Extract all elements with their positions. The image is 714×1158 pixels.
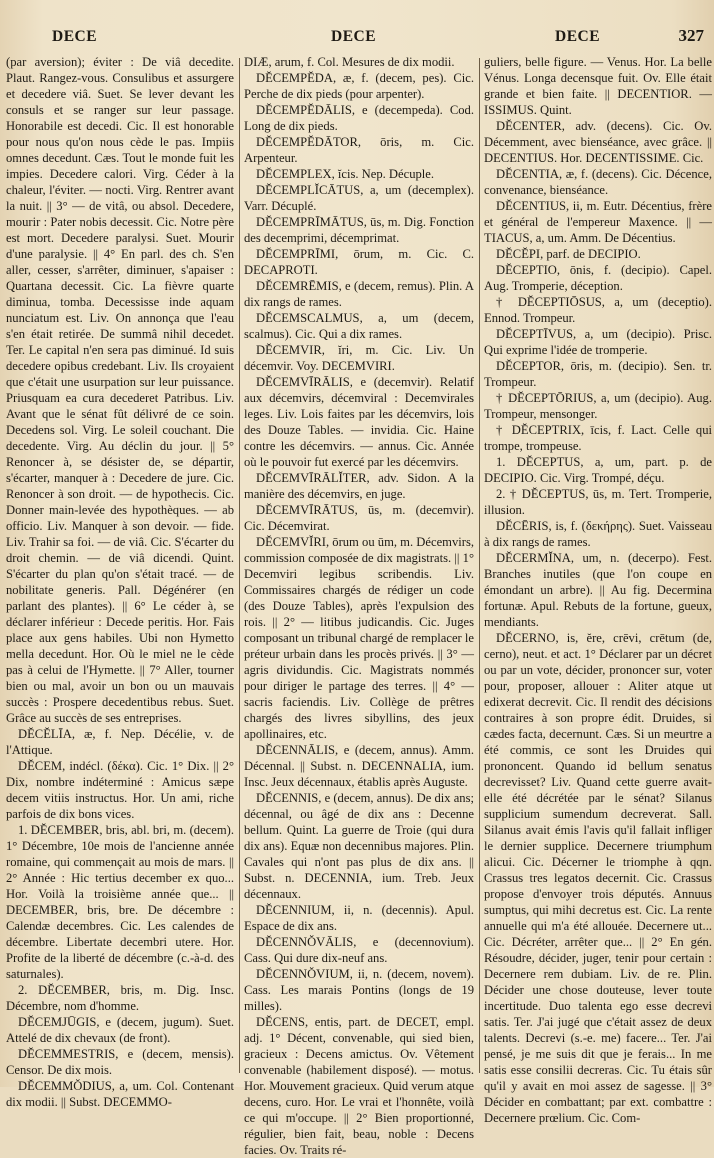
dictionary-entry: DĔCEMPĔDĀLIS, e (decempeda). Cod. Long de dix pieds. [244,103,474,133]
page-header [0,0,714,44]
dictionary-entry: DĔCENTIA, æ, f. (decens). Cic. Décence, convenance, bienséance. [484,167,712,197]
dictionary-entry: DĔCENS, entis, part. de DECET, empl. adj. 1° Décent, convenable, qui sied bien, gracieux : Decens amictus. Ov. Vêtement convenable (habilement disposé). — motus. Hor. Mouvement gracieux. Quid verum atque decens, curo. Hor. Le vrai et l'honnête, voilà ce qui m'occupe. || 2° Bien proportionné, régulier, bien fait, beau, noble : Decens facies. Ov. Traits ré- [244,1015,474,1157]
dictionary-entry: 1. DĔCEPTUS, a, um, part. p. de DECIPIO. Cic. Virg. Trompé, déçu. [484,455,712,485]
dictionary-entry: DĔCEMMESTRIS, e (decem, mensis). Censor. De dix mois. [6,1047,234,1077]
dictionary-entry: 2. † DĔCEPTUS, ūs, m. Tert. Tromperie, illusion. [484,487,712,517]
dictionary-entry: DĔCERNO, is, ĕre, crēvi, crētum (de, cerno), neut. et act. 1° Déclarer par un décret ou par un vote, décider, prononcer sur, voter pour, proposer, allouer : Aliter atque ut edixerat decrevit. Cic. Il rendit des décisions contraires à son propre édit. Druides, si cædes facta, decernunt. Cæs. Si un meurtre a été commis, ce sont les Druides qui prononcent. Quando id bellum senatus decrevisset? Liv. Quand cette guerre avait-elle été décrétée par le sénat? Silanus supplicium sumendum decreverat. Sall. Silanus avait émis l'avis qu'il fallait infliger le dernier supplice. Decernere triumphum alicui. Cic. Décerner le triomphe à qqn. Crassus tres legatos decernit. Cic. Crassus propose d'envoyer trois députés. Annuus sumptus, qui mihi decretus est. Cic. La rente annuelle qui m'a été allouée. Decernere ut... Cic. Décréter, arrêter que... || 2° En gén. Résoudre, décider, juger, tenir pour certain : Decernere rem dubiam. Liv. de re. Plin. Décider une chose douteuse, lever toute incertitude. Duo talenta ego esse decrevi satis. Ter. J'ai jugé que c'était assez de deux talents. Decrevi (s.-e. me) facere... Ter. J'ai pensé, je me suis dit que je ferais... In me satis esse consilii decreras. Cic. Tu étais sûr qu'il y avait en moi assez de sagesse. || 3° Décider en combattant; par ext. combattre : Decernere prœlium. Cic. Com- [484,631,712,1125]
dictionary-entry: DĔCEMVĪRĀLIS, e (decemvir). Relatif aux décemvirs, décemviral : Decemvirales leges. Liv. Lois faites par les décemvirs, lois des Douze Tables. — invidia. Cic. Haine contre les décemvirs. — annus. Cic. Année où le pouvoir fut exercé par les décemvirs. [244,375,474,469]
dictionary-entry: DĔCEMPLEX, ĭcis. Nep. Décuple. [256,167,435,181]
dictionary-entry: DĔCEMPRĪMĀTUS, ūs, m. Dig. Fonction des decemprimi, décemprimat. [244,215,474,245]
dictionary-entry: DĔCEMPĔDA, æ, f. (decem, pes). Cic. Perche de dix pieds (pour arpenter). [244,71,474,101]
dictionary-entry: DĔCEPTOR, ōris, m. (decipio). Sen. tr. Trompeur. [484,359,712,389]
dictionary-entry: DĔCENTER, adv. (decens). Cic. Ov. Décemment, avec bienséance, avec grâce. || DECENTIUS. Hor. DECENTISSIME. Cic. [484,119,712,165]
dictionary-entry: DĔCEMMŎDIUS, a, um. Col. Contenant dix modii. || Subst. DECEMMO- [6,1079,234,1109]
dictionary-entry: † DĔCEPTŌRIUS, a, um (decipio). Aug. Trompeur, mensonger. [484,391,712,421]
dictionary-entry: 2. DĔCEMBER, bris, m. Dig. Insc. Décembre, nom d'homme. [6,983,234,1013]
page-number: 327 [678,26,704,45]
column-left [6,54,234,1109]
dictionary-entry: (par aversion); éviter : De viâ decedite. Plaut. Rangez-vous. Consulibus et assurgere et decedere viâ. Suet. Se lever devant les consuls et se ranger sur leur passage. Honorabile est decedi. Cic. Il est honorable pour nous qu'on nous cède le pas. Impiis omnes decedunt. Cæs. Tout le monde fuit les impies. Decedere calori. Virg. Céder à la chaleur, l'éviter. — nocti. Virg. Rentrer avant la nuit. || 3° — de vitâ, ou absol. Decedere, mourir : Pater nobis decessit. Cic. Notre père est mort. Decedere paralysi. Suet. Mourir d'une paralysie. || 4° En parl. des ch. S'en aller, cesser, s'arrêter, diminuer, s'apaiser : Quartana decessit. Cic. La fièvre quarte diminua, tomba. Decessisse inde aquam nunciatum est. Liv. On annonça que l'eau s'en était retirée. De summâ nihil decedet. Ter. Le capital n'en sera pas diminué. Id suis decedere opibus credebant. Liv. Ils croyaient que c'était une usurpation sur leur puissance. Priusquam ea cura decederet Patribus. Liv. Avant que le sénat fût délivré de ce soin. Decedens sol. Virg. Le soleil couchant. Die decedente. Virg. Au déclin du jour. || 5° Renoncer à, se désister de, se départir, s'écarter, manquer à : Decedere de jure. Cic. Renoncer à son droit. — de hypothecis. Cic. Donner main-levée des hypothèques. — ab officio. Liv. Manquer à son devoir. — fide. Liv. Trahir sa foi. — de viâ. Cic. S'écarter du droit chemin. — de viâ dicendi. Quint. S'écarter du plan qu'on s'était tracé. — de nobilitate generis. Pall. Dégénérer (en parlant des plantes). || 6° Le céder à, se déclarer inférieur : Decede peritis. Hor. Fais place aux gens habiles. Ubi non Hymetto mella decedunt. Hor. Où le miel ne le cède pas à celui de l'Hymette. || 7° Aller, tourner bien ou mal, avoir un bon ou un mauvais succès : Prospere decedentibus rebus. Suet. Grâce au succès de ses entreprises. [6,55,234,725]
dictionary-entry: † DĔCEPTRIX, īcis, f. Lact. Celle qui trompe, trompeuse. [484,423,712,453]
dictionary-entry: DĔCĒRIS, is, f. (δεκήρης). Suet. Vaisseau à dix rangs de rames. [484,519,712,549]
dictionary-entry: DĔCEPTIO, ōnis, f. (decipio). Capel. Aug. Tromperie, déception. [484,263,712,293]
dictionary-entry: DĔCEMVĪRĀTUS, ūs, m. (decemvir). Cic. Décemvirat. [244,503,474,533]
dictionary-entry: DĔCEPTĪVUS, a, um (decipio). Prisc. Qui exprime l'idée de tromperie. [484,327,712,357]
dictionary-entry: DĔCENTIUS, ii, m. Eutr. Décentius, frère et général de l'empereur Maxence. || — TIACUS, a, um. Amm. De Décentius. [484,199,712,245]
dictionary-entry: DĔCEMPĔDĀTOR, ōris, m. Cic. Arpenteur. [244,135,474,165]
dictionary-entry: DĔCENNIS, e (decem, annus). De dix ans; décennal, ou âgé de dix ans : Decenne bellum. Quint. La guerre de Troie (qui dura dix ans). Equæ non decennibus majores. Plin. Cavales qui n'ont pas plus de dix ans. || Subst. n. DECENNIA, ium. Treb. Jeux décennaux. [244,791,474,901]
dictionary-entry: DĔCEM, indécl. (δέκα). Cic. 1° Dix. || 2° Dix, nombre indéterminé : Amicus sæpe decem vitiis instructus. Hor. Un ami, riche parfois de dix bons vices. [6,759,234,821]
column-middle [244,54,474,1157]
running-head-right: DECE [555,28,601,45]
dictionary-entry: DĔCEMPLĬCĀTUS, a, um (decemplex). Varr. Décuplé. [244,183,474,213]
dictionary-entry: DĔCENNŎVIUM, ii, n. (decem, novem). Cass. Les marais Pontins (longs de 19 milles). [244,967,474,1013]
dictionary-entry: † DĔCEPTIŌSUS, a, um (deceptio). Ennod. Trompeur. [484,295,712,325]
dictionary-entry: DĔCERMĬNA, um, n. (decerpo). Fest. Branches inutiles (que l'on coupe en émondant un arbre). || Au fig. Decermina fortunæ. Apul. Rebuts de la fortune, gueux, mendiants. [484,551,712,629]
running-head-center: DECE [331,28,377,45]
dictionary-entry: DĔCENNĀLIS, e (decem, annus). Amm. Décennal. || Subst. n. DECENNALIA, ium. Insc. Jeux décennaux, établis après Auguste. [244,743,474,789]
dictionary-entry: DĔCĔPI, parf. de DECIPIO. [496,247,641,261]
dictionary-entry: DĔCENNŎVĀLIS, e (decennovium). Cass. Qui dure dix-neuf ans. [244,935,474,965]
dictionary-entry: DĔCĔLĪA, æ, f. Nep. Décélie, v. de l'Attique. [6,727,234,757]
dictionary-entry: 1. DĔCEMBER, bris, abl. bri, m. (decem). 1° Décembre, 10e mois de l'ancienne année romaine, qui commençait au mois de mars. || 2° Année : Hic tertius december ex quo... Hor. Voilà la troisième année que... || DECEMBER, bris, bre. De décembre : Calendæ decembres. Cic. Les calendes de décembre. Libertate decembri utere. Hor. Profite de la liberté de décembre (c.-à-d. des saturnales). [6,823,234,981]
dictionary-columns [0,54,714,1157]
dictionary-entry: DĔCEMVĬRI, ōrum ou ūm, m. Décemvirs, commission composée de dix magistrats. || 1° Decemviri legibus scribendis. Liv. Commissaires chargés de rédiger un code (des Douze Tables), après l'expulsion des rois. || 2° — litibus judicandis. Cic. Juges composant un tribunal chargé de remplacer le préteur urbain dans les procès privés. || 3° — agris dividundis. Cic. Magistrats nommés pour diriger le partage des terres. || 4° — sacris faciendis. Liv. Collège de prêtres chargés des livres sibyllins, des jeux apollinaires, etc. [244,535,474,741]
running-head-left: DECE [52,28,98,45]
column-right [484,54,712,1125]
dictionary-entry: DĔCEMSCALMUS, a, um (decem, scalmus). Cic. Qui a dix rames. [244,311,474,341]
dictionary-entry: DĔCEMVIR, ĭri, m. Cic. Liv. Un décemvir. Voy. DECEMVIRI. [244,343,474,373]
dictionary-entry: DĔCEMJŪGIS, e (decem, jugum). Suet. Attelé de dix chevaux (de front). [6,1015,234,1045]
dictionary-entry: DĔCEMRĒMIS, e (decem, remus). Plin. A dix rangs de rames. [244,279,474,309]
dictionary-entry: DĔCENNIUM, ii, n. (decennis). Apul. Espace de dix ans. [244,903,474,933]
dictionary-entry: DĔCEMVĪRĀLĬTER, adv. Sidon. A la manière des décemvirs, en juge. [244,471,474,501]
dictionary-entry: DĔCEMPRĪMI, ōrum, m. Cic. C. DECAPROTI. [244,247,474,277]
dictionary-entry: guliers, belle figure. — Venus. Hor. La belle Vénus. Longa decensque fuit. Ov. Elle était grande et bien faite. || DECENTIOR. — ISSIMUS. Quint. [484,55,712,117]
dictionary-entry: DIÆ, arum, f. Col. Mesures de dix modii. [244,55,455,69]
